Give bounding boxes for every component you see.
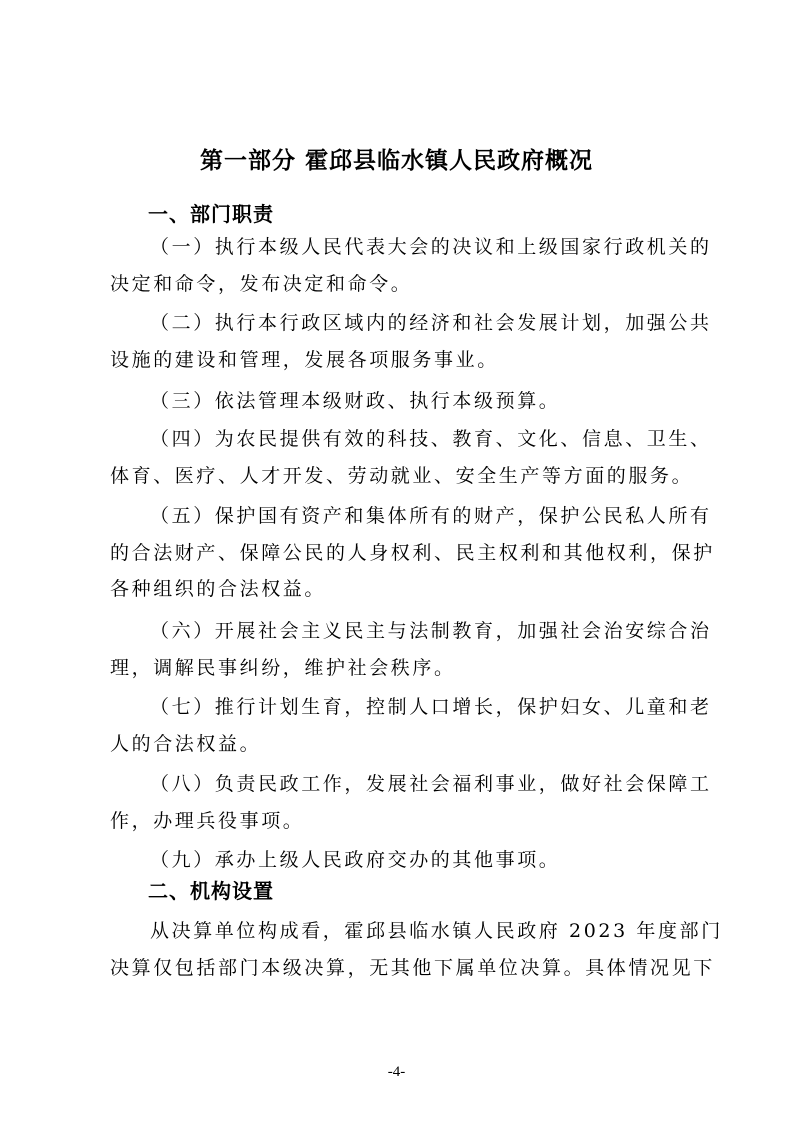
page-title: 第一部分 霍邱县临水镇人民政府概况: [199, 148, 593, 174]
text-line: 决定和命令，发布决定和命令。: [110, 272, 413, 295]
text-line: （四）为农民提供有效的科技、教育、文化、信息、卫生、: [150, 428, 712, 450]
duty-item-3: [110, 383, 690, 420]
text-line: （一）执行本级人民代表大会的决议和上级国家行政机关的: [150, 236, 712, 258]
text-line: （二）执行本行政区域内的经济和社会发展计划，加强公共: [150, 312, 712, 334]
text-line: （五）保护国有资产和集体所有的财产，保护公民私人所有: [150, 505, 712, 527]
text-line: （六）开展社会主义民主与法制教育，加强社会治安综合治: [150, 620, 712, 642]
text-line: 作，办理兵役事项。: [110, 809, 305, 832]
text-line: 从决算单位构成看，霍邱县临水镇人民政府 2023 年度部门: [150, 920, 723, 942]
text-line: （七）推行计划生育，控制人口增长，保护妇女、儿童和老: [150, 696, 712, 718]
text-line: 决算仅包括部门本级决算，无其他下属单位决算。具体情况见下: [110, 956, 715, 979]
text-line: 各种组织的合法权益。: [110, 578, 327, 600]
text-line: （八）负责民政工作，发展社会福利事业，做好社会保障工: [150, 773, 712, 795]
page-number: -4-: [387, 1064, 406, 1080]
section-heading-structure: 二、机构设置: [148, 879, 274, 903]
text-line: 理，调解民事纠纷，维护社会秩序。: [110, 656, 456, 679]
text-line: 设施的建设和管理，发展各项服务事业。: [110, 348, 499, 371]
text-line: 体育、医疗、人才开发、劳动就业、安全生产等方面的服务。: [110, 464, 694, 487]
text-line: （九）承办上级人民政府交办的其他事项。: [150, 849, 561, 871]
section-heading-duties: 一、部门职责: [148, 202, 274, 226]
text-line: （三）依法管理本级财政、执行本级预算。: [150, 390, 561, 412]
duty-item-6: [110, 613, 712, 686]
text-line: 人的合法权益。: [110, 732, 262, 755]
duty-item-4: [110, 421, 712, 494]
duty-item-2: [110, 305, 712, 378]
text-line: 的合法财产、保障公民的人身权利、民主权利和其他权利，保护: [110, 541, 715, 564]
structure-paragraph: [110, 913, 723, 986]
duty-item-5: [110, 498, 715, 608]
duty-item-7: [110, 689, 712, 762]
duty-item-1: [110, 229, 712, 302]
duty-item-8: [110, 766, 712, 839]
